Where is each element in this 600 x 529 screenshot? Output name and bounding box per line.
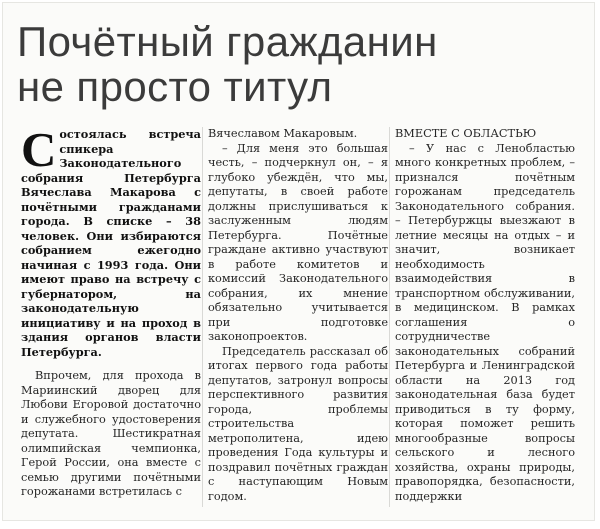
article-column-2 — [208, 127, 388, 518]
headline-line-1: Почётный гражданин — [17, 18, 438, 65]
article-column-3 — [395, 127, 575, 504]
drop-cap: С — [21, 122, 57, 177]
column-divider — [389, 127, 390, 507]
body-paragraph-continued: ВМЕСТЕ С ОБЛАСТЬЮ — [395, 127, 537, 140]
newspaper-clipping — [2, 2, 595, 521]
lead-paragraph — [21, 122, 201, 359]
column-divider — [202, 127, 203, 507]
headline — [17, 19, 577, 109]
body-paragraph-continued: Вячеславом Макаровым. — [208, 127, 358, 140]
lead-text: остоялась встреча спикера Законодательного собрания Петербурга Вячеслава Макарова с почётными гражданами города. В списке – 38 человек. Они избираются собранием ежегодно начиная с 1993 года. Они имеют право на встречу с губернатором, на законодательную инициативу и на проход в здания органов власти Петербурга. — [21, 127, 201, 359]
body-paragraph: Впрочем, для прохода в Мариинский дворец для Любови Егоровой достаточно и служебного удостоверения депутата. Шестикратная олимпийская чемпионка, Герой России, она вместе с семью другими почётными горожанами встретилась с — [21, 369, 201, 498]
headline-line-2: не просто титул — [17, 63, 333, 110]
body-paragraph-quote: – Для меня это большая честь, – подчеркнул он, – я глубоко убеждён, что мы, депутаты, в своей работе должны прислушиваться к заслуженным людям Петербурга. Почётные граждане активно участвуют в работе комитетов и комиссий Законодательного собрания, их мнение обязательно учитывается при подготовке законопроектов. — [208, 141, 388, 343]
body-paragraph-quote: – У нас с Ленобластью много конкретных проблем, – признался почётным горожанам председатель Законодательного собрания. – Петербуржцы выезжают в летние месяцы на отдых – и значит, возникает необходимость взаимодействия в транспортном обслуживании, в медицинском. В рамках соглашения о сотрудничестве законодательных собраний Петербурга и Ленинградской области на 2013 год законодательная база будет приводиться в ту форму, которая поможет решить многообразные вопросы сельского и лесного хозяйства, охраны природы, правопорядка, безопасности, поддержки — [395, 141, 575, 503]
body-paragraph: Председатель рассказал об итогах первого года работы депутатов, затронул вопросы перспективного развития города, проблемы строительства метрополитена, идею проведения Года культуры и поздравил почётных граждан с наступающим Новым годом. — [208, 344, 388, 503]
article-column-1 — [21, 122, 201, 500]
